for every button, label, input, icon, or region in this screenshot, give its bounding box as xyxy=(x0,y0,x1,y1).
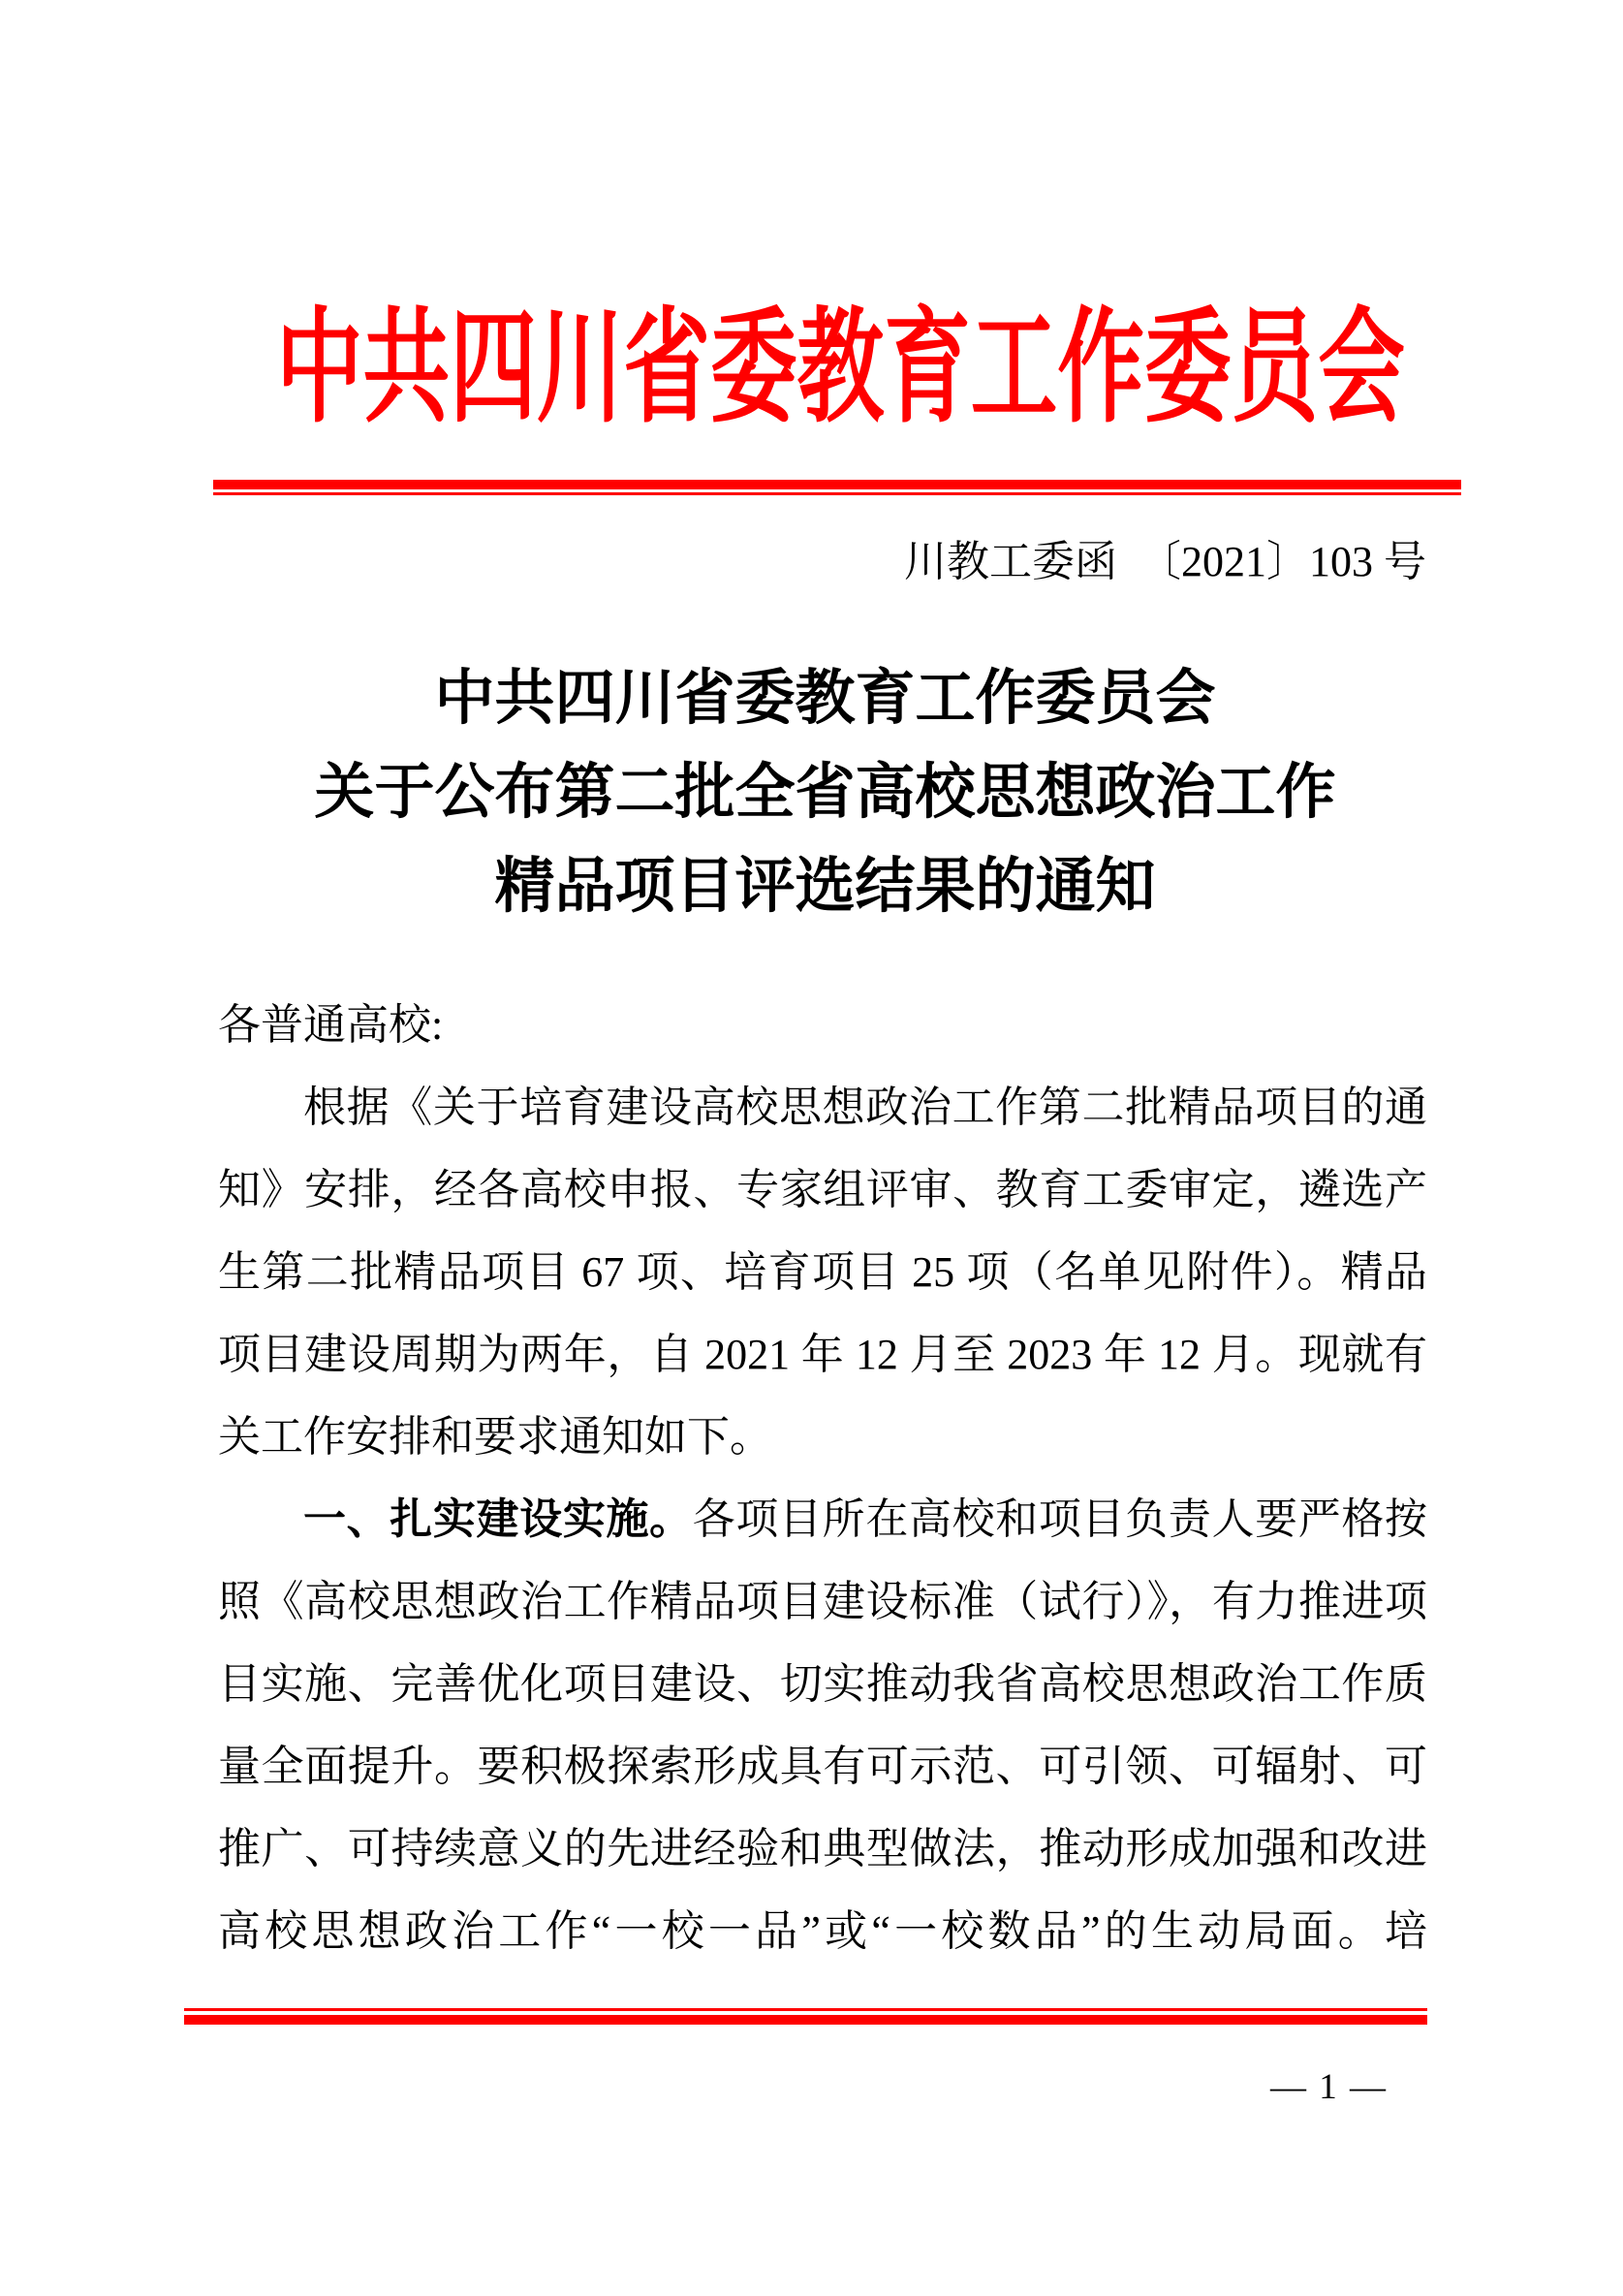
doc-number: 川教工委函 〔2021〕103 号 xyxy=(904,538,1426,585)
body-line: 知》安排，经各高校申报、专家组评审、教育工委审定，遴选产 xyxy=(218,1166,1427,1213)
doc-title xyxy=(14,652,1623,934)
body-line: 高校思想政治工作“一校一品”或“一校数品”的生动局面。培 xyxy=(218,1907,1427,1955)
body-line: 目实施、完善优化项目建设、切实推动我省高校思想政治工作质 xyxy=(218,1660,1427,1708)
salutation: 各普通高校: xyxy=(218,1001,444,1049)
footer-rule-thick xyxy=(184,2015,1427,2025)
body-line: 量全面提升。要积极探索形成具有可示范、可引领、可辐射、可 xyxy=(218,1743,1427,1790)
body-line xyxy=(218,1478,1427,1560)
doc-title-line-1: 中共四川省委教育工作委员会 xyxy=(434,666,1216,732)
doc-title-line-3: 精品项目评选结果的通知 xyxy=(494,854,1156,920)
section-heading: 一、扎实建设实施。 xyxy=(303,1495,693,1543)
header-rule-thick xyxy=(213,480,1461,489)
body-line: 项目建设周期为两年，自 2021 年 12 月至 2023 年 12 月。现就有 xyxy=(218,1331,1427,1378)
body-line: 推广、可持续意义的先进经验和典型做法，推动形成加强和改进 xyxy=(218,1825,1427,1872)
body-text: 各项目所在高校和项目负责人要严格按 xyxy=(692,1495,1428,1543)
body-line: 生第二批精品项目 67 项、培育项目 25 项（名单见附件）。精品 xyxy=(218,1248,1427,1296)
header-rule-thin xyxy=(213,492,1461,495)
body-line: 关工作安排和要求通知如下。 xyxy=(218,1413,772,1461)
body-line: 根据《关于培育建设高校思想政治工作第二批精品项目的通 xyxy=(303,1084,1427,1131)
doc-title-line-2: 关于公布第二批全省高校思想政治工作 xyxy=(314,760,1336,826)
doc-body xyxy=(218,984,1427,1972)
letterhead-org-name: 中共四川省委教育工作委员会 xyxy=(276,299,1405,437)
footer-rule-thin xyxy=(184,2008,1427,2011)
page-number: — 1 — xyxy=(1270,2067,1388,2107)
body-line: 照《高校思想政治工作精品项目建设标准（试行）》，有力推进项 xyxy=(218,1578,1427,1625)
